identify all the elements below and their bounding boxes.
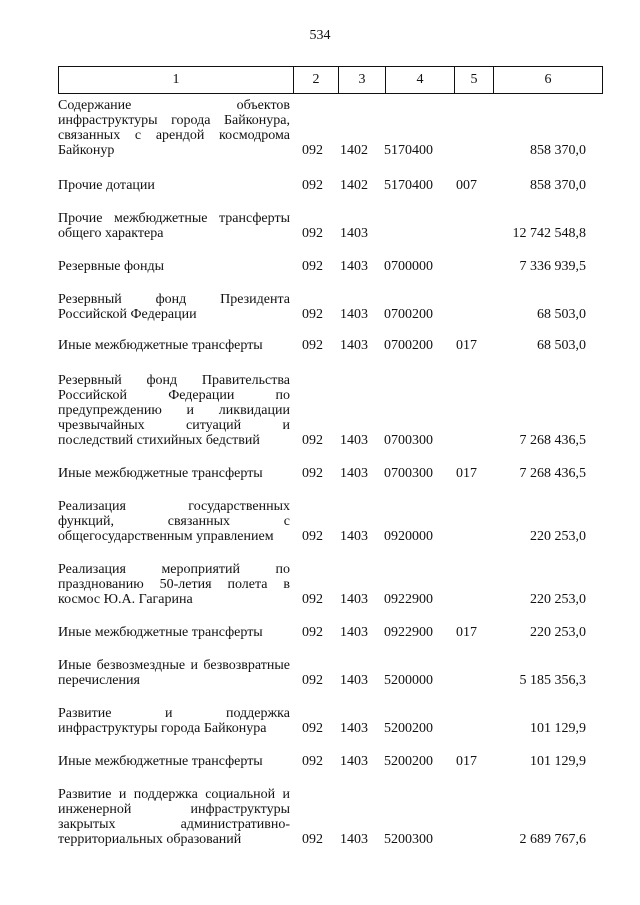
row-code-2: 092 bbox=[302, 307, 323, 322]
row-code-3: 1402 bbox=[340, 143, 368, 158]
row-amount: 858 370,0 bbox=[530, 178, 586, 193]
row-code-4: 0920000 bbox=[384, 529, 433, 544]
table-row bbox=[58, 625, 598, 640]
row-amount: 7 336 939,5 bbox=[519, 259, 586, 274]
row-amount: 858 370,0 bbox=[530, 143, 586, 158]
row-name: Иные межбюджетные трансферты bbox=[58, 466, 263, 481]
row-code-5: 017 bbox=[456, 754, 477, 769]
table-row bbox=[58, 338, 598, 353]
row-name: Иные безвозмездные и безвозвратные перечисления bbox=[58, 658, 290, 688]
table-row bbox=[58, 658, 598, 688]
row-code-2: 092 bbox=[302, 832, 323, 847]
table-row bbox=[58, 562, 598, 607]
row-amount: 68 503,0 bbox=[537, 338, 586, 353]
row-code-3: 1403 bbox=[340, 625, 368, 640]
row-code-2: 092 bbox=[302, 754, 323, 769]
row-name: Реализация мероприятий по празднованию 50-летия полета в космос Ю.А. Гагарина bbox=[58, 562, 290, 607]
row-name: Иные межбюджетные трансферты bbox=[58, 338, 263, 353]
row-code-3: 1403 bbox=[340, 433, 368, 448]
row-code-4: 5170400 bbox=[384, 143, 433, 158]
row-code-4: 0700000 bbox=[384, 259, 433, 274]
row-name: Иные межбюджетные трансферты bbox=[58, 754, 263, 769]
column-header-4: 4 bbox=[386, 67, 455, 94]
table-row bbox=[58, 178, 598, 193]
row-code-2: 092 bbox=[302, 529, 323, 544]
column-header-2: 2 bbox=[294, 67, 339, 94]
row-name: Развитие и поддержка социальной и инженерной инфраструктуры закрытых административно-территориальных образований bbox=[58, 787, 290, 847]
row-code-3: 1403 bbox=[340, 529, 368, 544]
table-row bbox=[58, 499, 598, 544]
column-header-1: 1 bbox=[59, 67, 294, 94]
table-row bbox=[58, 466, 598, 481]
row-amount: 68 503,0 bbox=[537, 307, 586, 322]
row-name: Развитие и поддержка инфраструктуры города Байконура bbox=[58, 706, 290, 736]
table-row bbox=[58, 98, 598, 158]
row-code-3: 1403 bbox=[340, 307, 368, 322]
row-code-4: 5200200 bbox=[384, 721, 433, 736]
row-code-2: 092 bbox=[302, 466, 323, 481]
row-name: Резервный фонд Президента Российской Федерации bbox=[58, 292, 290, 322]
row-code-4: 5200200 bbox=[384, 754, 433, 769]
column-header-table bbox=[58, 66, 603, 94]
row-amount: 2 689 767,6 bbox=[519, 832, 586, 847]
row-amount: 5 185 356,3 bbox=[519, 673, 586, 688]
row-code-3: 1403 bbox=[340, 592, 368, 607]
table-row bbox=[58, 706, 598, 736]
row-code-2: 092 bbox=[302, 143, 323, 158]
table-row bbox=[58, 787, 598, 847]
row-amount: 220 253,0 bbox=[530, 592, 586, 607]
table-row bbox=[58, 373, 598, 448]
budget-table-body bbox=[58, 98, 598, 847]
row-amount: 7 268 436,5 bbox=[519, 466, 586, 481]
row-amount: 7 268 436,5 bbox=[519, 433, 586, 448]
row-code-5: 007 bbox=[456, 178, 477, 193]
row-code-3: 1403 bbox=[340, 832, 368, 847]
row-code-4: 0922900 bbox=[384, 625, 433, 640]
row-code-2: 092 bbox=[302, 338, 323, 353]
table-row bbox=[58, 754, 598, 769]
row-code-4: 0700300 bbox=[384, 433, 433, 448]
row-code-3: 1403 bbox=[340, 466, 368, 481]
row-code-2: 092 bbox=[302, 433, 323, 448]
row-code-3: 1402 bbox=[340, 178, 368, 193]
row-code-2: 092 bbox=[302, 673, 323, 688]
row-code-2: 092 bbox=[302, 721, 323, 736]
column-header-6: 6 bbox=[494, 67, 603, 94]
row-amount: 12 742 548,8 bbox=[512, 226, 586, 241]
row-name: Прочие межбюджетные трансферты общего характера bbox=[58, 211, 290, 241]
row-code-4: 0922900 bbox=[384, 592, 433, 607]
row-amount: 220 253,0 bbox=[530, 625, 586, 640]
row-code-4: 5200000 bbox=[384, 673, 433, 688]
row-code-2: 092 bbox=[302, 178, 323, 193]
row-name: Резервные фонды bbox=[58, 259, 165, 274]
row-code-3: 1403 bbox=[340, 721, 368, 736]
row-code-2: 092 bbox=[302, 592, 323, 607]
row-code-4: 5200300 bbox=[384, 832, 433, 847]
row-name: Реализация государственных функций, связанных с общегосударственным управлением bbox=[58, 499, 290, 544]
table-row bbox=[58, 292, 598, 322]
row-code-3: 1403 bbox=[340, 673, 368, 688]
row-amount: 101 129,9 bbox=[530, 721, 586, 736]
row-name: Прочие дотации bbox=[58, 178, 155, 193]
column-header-row bbox=[59, 67, 603, 94]
row-code-3: 1403 bbox=[340, 754, 368, 769]
row-code-5: 017 bbox=[456, 338, 477, 353]
table-row bbox=[58, 259, 598, 274]
page-number: 534 bbox=[309, 28, 331, 43]
row-code-5: 017 bbox=[456, 466, 477, 481]
row-code-2: 092 bbox=[302, 226, 323, 241]
row-code-4: 5170400 bbox=[384, 178, 433, 193]
row-code-3: 1403 bbox=[340, 259, 368, 274]
column-header-5: 5 bbox=[455, 67, 494, 94]
table-row bbox=[58, 211, 598, 241]
row-code-3: 1403 bbox=[340, 226, 368, 241]
row-code-3: 1403 bbox=[340, 338, 368, 353]
row-amount: 101 129,9 bbox=[530, 754, 586, 769]
row-amount: 220 253,0 bbox=[530, 529, 586, 544]
row-name: Иные межбюджетные трансферты bbox=[58, 625, 263, 640]
row-code-4: 0700300 bbox=[384, 466, 433, 481]
row-code-5: 017 bbox=[456, 625, 477, 640]
column-header-3: 3 bbox=[339, 67, 386, 94]
row-name: Резервный фонд Правительства Российской Федерации по предупреждению и ликвидации чрезвычайных ситуаций и последствий стихийных бедствий bbox=[58, 373, 290, 448]
row-code-2: 092 bbox=[302, 625, 323, 640]
row-code-2: 092 bbox=[302, 259, 323, 274]
row-code-4: 0700200 bbox=[384, 338, 433, 353]
row-name: Содержание объектов инфраструктуры города Байконура, связанных с арендой космодрома Байконур bbox=[58, 98, 290, 158]
row-code-4: 0700200 bbox=[384, 307, 433, 322]
